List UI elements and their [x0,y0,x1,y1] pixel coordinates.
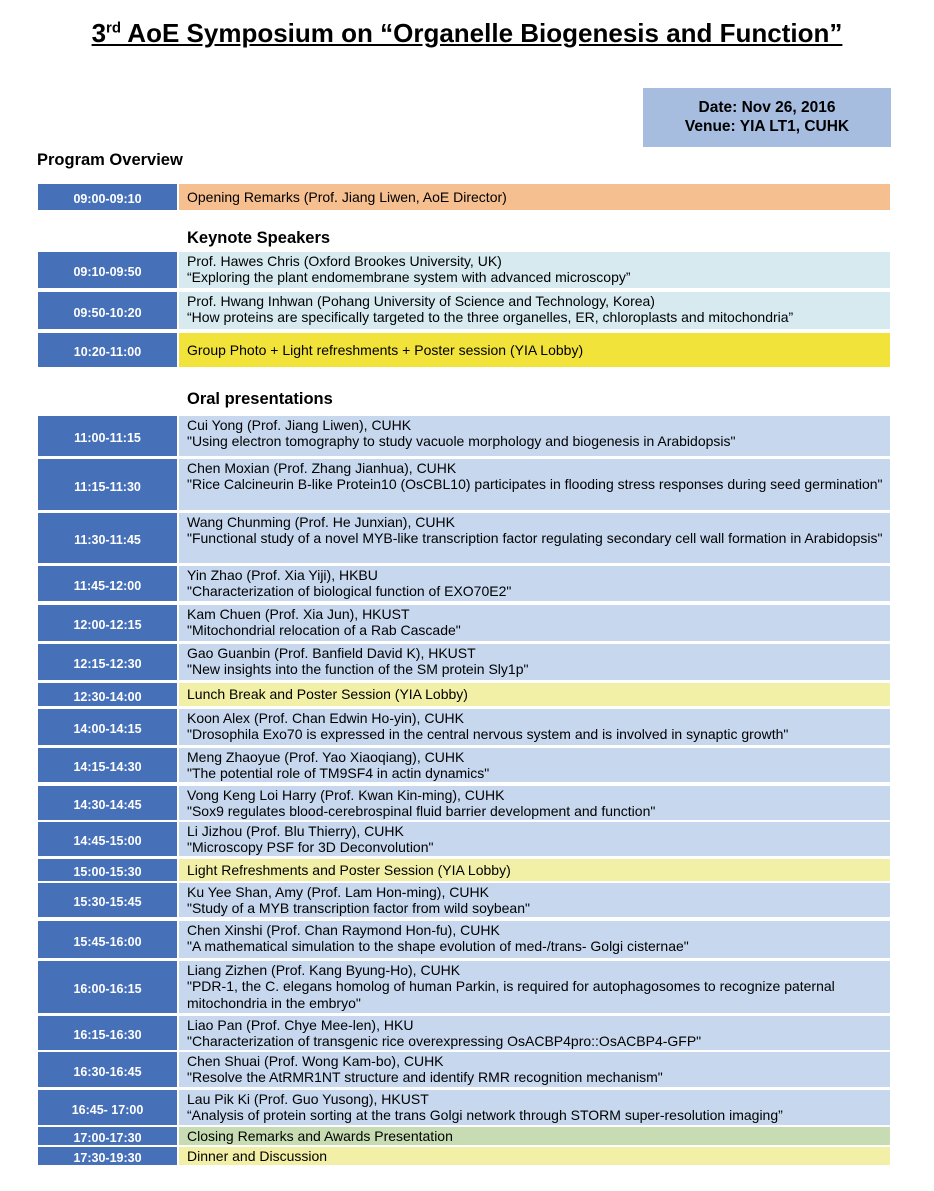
time-slot: 14:15-14:30 [38,748,177,782]
session-description [179,709,890,745]
schedule-row [38,184,890,210]
schedule-row [38,1147,890,1165]
schedule-row [38,1127,890,1145]
session-speaker: Prof. Hwang Inhwan (Pohang University of Science and Technology, Korea) [187,293,655,309]
session-talk-title: "Using electron tomography to study vacuole morphology and biogenesis in Arabidopsis" [187,433,736,450]
session-description [179,961,890,1013]
session-description [179,605,890,641]
session-speaker: Prof. Hawes Chris (Oxford Brookes University, UK) [187,253,502,269]
session-description [179,184,890,210]
session-description [179,1127,890,1145]
schedule-row [38,1052,890,1087]
time-slot: 11:30-11:45 [38,513,177,563]
time-slot: 11:00-11:15 [38,416,177,456]
session-speaker: Light Refreshments and Poster Session (YIA Lobby) [187,861,511,878]
session-description [179,252,890,288]
time-slot: 14:30-14:45 [38,786,177,820]
schedule-row [38,252,890,288]
session-speaker: Meng Zhaoyue (Prof. Yao Xiaoqiang), CUHK [187,749,465,765]
time-slot: 12:30-14:00 [38,683,177,706]
session-speaker: Gao Guanbin (Prof. Banfield David K), HKUST [187,645,476,661]
schedule-row [38,859,890,881]
session-speaker: Chen Shuai (Prof. Wong Kam-bo), CUHK [187,1053,444,1069]
keynote-speakers-heading: Keynote Speakers [187,229,331,247]
session-talk-title: “Analysis of protein sorting at the trans Golgi network through STORM super-resolution imaging” [187,1107,783,1124]
time-slot: 11:45-12:00 [38,566,177,601]
time-slot: 09:10-09:50 [38,252,177,288]
schedule-row [38,709,890,745]
schedule-row [38,644,890,680]
session-description [179,644,890,680]
session-speaker: Cui Yong (Prof. Jiang Liwen), CUHK [187,417,412,433]
session-description [179,683,890,706]
session-description [179,921,890,958]
session-description [179,1147,890,1165]
schedule-row [38,1090,890,1125]
session-description [179,292,890,329]
session-description [179,1052,890,1087]
time-slot: 16:15-16:30 [38,1016,177,1050]
session-talk-title: "Resolve the AtRMR1NT structure and identify RMR recognition mechanism" [187,1069,663,1086]
session-speaker: Lunch Break and Poster Session (YIA Lobby) [187,686,468,703]
title-superscript: rd [106,19,122,37]
session-talk-title: "Mitochondrial relocation of a Rab Cascade" [187,622,461,639]
session-speaker: Yin Zhao (Prof. Xia Yiji), HKBU [187,567,378,583]
title-prefix: 3 [91,18,107,48]
session-speaker: Ku Yee Shan, Amy (Prof. Lam Hon-ming), CUHK [187,884,489,900]
time-slot: 12:00-12:15 [38,605,177,641]
session-talk-title: "Characterization of transgenic rice overexpressing OsACBP4pro::OsACBP4-GFP" [187,1033,702,1050]
session-talk-title: "Characterization of biological function of EXO70E2" [187,583,512,600]
session-talk-title: "Microscopy PSF for 3D Deconvolution" [187,839,434,856]
schedule-row [38,1016,890,1050]
schedule-row [38,822,890,856]
time-slot: 09:00-09:10 [38,184,177,210]
schedule-row [38,416,890,456]
session-speaker: Li Jizhou (Prof. Blu Thierry), CUHK [187,823,404,839]
time-slot: 15:30-15:45 [38,883,177,917]
time-slot: 10:20-11:00 [38,333,177,367]
session-talk-title: "PDR-1, the C. elegans homolog of human Parkin, is required for autophagosomes to recognize paternal mitochondria in the embryo" [187,978,835,1011]
session-speaker: Closing Remarks and Awards Presentation [187,1127,453,1144]
session-speaker: Lau Pik Ki (Prof. Guo Yusong), HKUST [187,1091,429,1107]
schedule-row [38,921,890,958]
session-talk-title: "Drosophila Exo70 is expressed in the central nervous system and is involved in synaptic growth" [187,726,789,743]
schedule-row [38,961,890,1013]
session-speaker: Liao Pan (Prof. Chye Mee-len), HKU [187,1017,414,1033]
date-venue-box [643,88,891,147]
program-overview-heading: Program Overview [37,151,183,169]
session-speaker: Chen Xinshi (Prof. Chan Raymond Hon-fu), CUHK [187,922,500,938]
time-slot: 16:30-16:45 [38,1052,177,1087]
schedule-row [38,748,890,782]
date-text: Date: Nov 26, 2016 [698,99,836,116]
session-talk-title: "Sox9 regulates blood-cerebrospinal fluid barrier development and function" [187,803,656,820]
session-talk-title: “Exploring the plant endomembrane system with advanced microscopy” [187,269,631,286]
session-description [179,786,890,820]
session-speaker: Koon Alex (Prof. Chan Edwin Ho-yin), CUHK [187,710,464,726]
schedule-row [38,333,890,367]
session-speaker: Kam Chuen (Prof. Xia Jun), HKUST [187,606,410,622]
schedule-row [38,566,890,601]
time-slot: 11:15-11:30 [38,459,177,510]
session-talk-title: "The potential role of TM9SF4 in actin dynamics" [187,765,490,782]
session-speaker: Wang Chunming (Prof. He Junxian), CUHK [187,514,455,530]
session-description [179,416,890,456]
session-description [179,1016,890,1050]
time-slot: 12:15-12:30 [38,644,177,680]
schedule-row [38,786,890,820]
session-talk-title: "Rice Calcineurin B-like Protein10 (OsCBL10) participates in flooding stress responses during seed germination" [187,476,883,493]
time-slot: 15:45-16:00 [38,921,177,958]
session-description [179,566,890,601]
schedule-row [38,292,890,329]
schedule-row [38,513,890,563]
session-description [179,883,890,917]
venue-text: Venue: YIA LT1, CUHK [684,118,850,135]
schedule-row [38,683,890,706]
schedule-row [38,883,890,917]
session-talk-title: "New insights into the function of the SM protein Sly1p" [187,661,529,678]
time-slot: 09:50-10:20 [38,292,177,329]
session-speaker: Chen Moxian (Prof. Zhang Jianhua), CUHK [187,460,457,476]
session-talk-title: “How proteins are specifically targeted to the three organelles, ER, chloroplasts and mitochondria” [187,309,794,326]
page-title [0,18,934,49]
session-description [179,459,890,510]
schedule-row [38,459,890,510]
session-speaker: Dinner and Discussion [187,1147,328,1164]
session-speaker: Group Photo + Light refreshments + Poster session (YIA Lobby) [187,341,584,358]
time-slot: 16:00-16:15 [38,961,177,1013]
time-slot: 15:00-15:30 [38,859,177,881]
session-description [179,859,890,881]
session-talk-title: "A mathematical simulation to the shape evolution of med-/trans- Golgi cisternae" [187,938,689,955]
session-speaker: Vong Keng Loi Harry (Prof. Kwan Kin-ming), CUHK [187,787,505,803]
time-slot: 16:45- 17:00 [38,1090,177,1125]
session-speaker: Liang Zizhen (Prof. Kang Byung-Ho), CUHK [187,962,461,978]
session-description [179,748,890,782]
session-speaker: Opening Remarks (Prof. Jiang Liwen, AoE Director) [187,188,507,205]
time-slot: 14:45-15:00 [38,822,177,856]
time-slot: 17:00-17:30 [38,1127,177,1145]
session-description [179,333,890,367]
session-talk-title: "Study of a MYB transcription factor from wild soybean" [187,900,530,917]
oral-presentations-heading: Oral presentations [187,390,333,408]
session-description [179,1090,890,1125]
session-talk-title: "Functional study of a novel MYB-like transcription factor regulating secondary cell wall formation in Arabidopsis" [187,530,883,547]
schedule-row [38,605,890,641]
time-slot: 17:30-19:30 [38,1147,177,1165]
time-slot: 14:00-14:15 [38,709,177,745]
session-description [179,513,890,563]
title-main: AoE Symposium on “Organelle Biogenesis and Function” [121,18,843,48]
session-description [179,822,890,856]
